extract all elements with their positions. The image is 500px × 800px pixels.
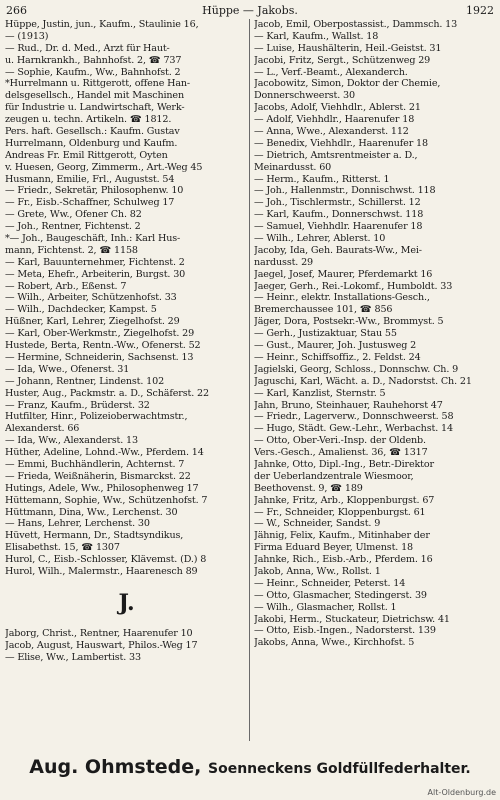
directory-entry-line: Jähnig, Felix, Kaufm., Mitinhaber der — [254, 530, 430, 542]
page-number: 266 — [6, 4, 27, 17]
watermark: Alt-Oldenburg.de — [427, 788, 496, 797]
directory-entry-line: Hüttemann, Sophie, Ww., Schützenhofst. 7 — [5, 494, 208, 506]
directory-entry-line: Jaegel, Josef, Maurer, Pferdemarkt 16 — [254, 268, 433, 280]
directory-entry-line: Jacobi, Fritz, Sergt., Schützenweg 29 — [254, 54, 431, 66]
page-header — [6, 4, 494, 18]
directory-entry-line: — Ida, Wwe., Ofenerst. 31 — [5, 363, 130, 375]
directory-entry-line: — Wilh., Dachdecker, Kampst. 5 — [5, 304, 157, 316]
directory-entry-line: — Johann, Rentner, Lindenst. 102 — [5, 375, 165, 387]
directory-entry-line: — Meta, Ehefr., Arbeiterin, Burgst. 30 — [5, 268, 186, 280]
directory-entry-line: — Wilh., Lehrer, Ablerst. 10 — [254, 233, 386, 245]
directory-entry-line: — Heinr., Schiffsoffiz., 2. Feldst. 24 — [254, 351, 421, 363]
directory-entry-line: Donnerschweerst. 30 — [254, 90, 355, 102]
directory-entry-line: — Grete, Ww., Ofener Ch. 82 — [5, 209, 142, 221]
directory-entry-line: — W., Schneider, Sandst. 9 — [254, 518, 381, 530]
directory-entry-line: — Wilh., Arbeiter, Schützenhofst. 33 — [5, 292, 177, 304]
directory-entry-line: Alexanderst. 66 — [5, 423, 80, 435]
directory-entry-line: — Ida, Ww., Alexanderst. 13 — [5, 435, 138, 447]
directory-entry-line: *— Joh., Baugeschäft, Inh.: Karl Hus- — [5, 233, 181, 245]
directory-entry-line: Bremerchaussee 101, ☎ 856 — [254, 304, 393, 316]
advertisement-text: Soenneckens Goldfüllfederhalter. — [208, 761, 471, 777]
directory-entry-line: — Karl, Kaufm., Donnerschwst. 118 — [254, 209, 424, 221]
directory-entry-line: Jakob, Anna, Ww., Rollst. 1 — [254, 565, 381, 577]
directory-entry-line: — Joh., Hallenmstr., Donnischwst. 118 — [254, 185, 436, 197]
directory-entry-line: Jakobi, Herm., Stuckateur, Dietrichsw. 41 — [254, 613, 450, 625]
directory-entry-line: Jahn, Bruno, Steinhauer, Rauhehorst 47 — [254, 399, 443, 411]
directory-entry-line: — Heinr., Schneider, Peterst. 14 — [254, 577, 406, 589]
directory-entry-line: Jäger, Dora, Postsekr.-Ww., Brommyst. 5 — [254, 316, 444, 328]
directory-entry-line: *Hurrelmann u. Rittgerott, offene Han- — [5, 78, 191, 90]
directory-entry-line: Hurrelmann, Oldenburg und Kaufm. — [5, 137, 178, 149]
advertiser-name: Aug. Ohmstede, — [29, 756, 202, 778]
directory-entry-line: — Elise, Ww., Lambertist. 33 — [5, 651, 141, 663]
directory-entry-line: Jacob, August, Hauswart, Philos.-Weg 17 — [5, 639, 198, 651]
directory-entry-line: Jaeger, Gerh., Rei.-Lokomf., Humboldt. 33 — [254, 280, 453, 292]
directory-entry-line: Elisabethst. 15, ☎ 1307 — [5, 542, 120, 554]
directory-entry-line: — Luise, Haushälterin, Heil.-Geistst. 31 — [254, 42, 442, 54]
directory-entry-line: — Fr., Eisb.-Schaffner, Schulweg 17 — [5, 197, 175, 209]
directory-entry-line: nardusst. 29 — [254, 256, 314, 268]
directory-entry-line: mann, Fichtenst. 2, ☎ 1158 — [5, 244, 138, 256]
directory-entry-line: Jacob, Emil, Oberpostassist., Dammsch. 13 — [254, 19, 458, 30]
directory-entry-line: Jacobs, Adolf, Viehhdlr., Ablerst. 21 — [254, 102, 421, 114]
directory-entry-line: — Anna, Wwe., Alexanderst. 112 — [254, 126, 409, 138]
directory-entry-line: Hüther, Adeline, Lohnd.-Ww., Pferdem. 14 — [5, 447, 204, 459]
directory-entry-line: — Heinr., elektr. Installations-Gesch., — [254, 292, 430, 304]
directory-entry-line: — Joh., Tischlermstr., Schillerst. 12 — [254, 197, 421, 209]
directory-entry-line: — Hugo, Städt. Gew.-Lehr., Werbachst. 14 — [254, 423, 453, 435]
directory-entry-line: Beethovenst. 9, ☎ 189 — [254, 482, 363, 494]
directory-entry-line: — Frieda, Weißnäherin, Bismarckst. 22 — [5, 470, 191, 482]
directory-entry-line: — (1913) — [5, 30, 49, 42]
directory-entry-line: — Gust., Maurer, Joh. Justusweg 2 — [254, 340, 417, 352]
directory-entry-line: — Sophie, Kaufm., Ww., Bahnhofst. 2 — [5, 66, 181, 78]
directory-entry-line: — Herm., Kaufm., Ritterst. 1 — [254, 173, 390, 185]
directory-entry-line: — Samuel, Viehhdlr. Haarenufer 18 — [254, 221, 423, 233]
directory-entry-line: — Karl, Kaufm., Wallst. 18 — [254, 30, 379, 42]
directory-entry-line: — Benedix, Viehhdlr., Haarenufer 18 — [254, 137, 428, 149]
directory-entry-line: für Industrie u. Landwirtschaft, Werk- — [5, 102, 185, 114]
directory-entry-line: Hurol, Wilh., Malermstr., Haarenesch 89 — [5, 565, 198, 577]
directory-entry-line: Hüttmann, Dina, Ww., Lerchenst. 30 — [5, 506, 178, 518]
column-divider — [249, 19, 250, 741]
directory-entry-line: — Adolf, Viehhdlr., Haarenufer 18 — [254, 114, 415, 126]
directory-entry-line: — Emmi, Buchhändlerin, Achternst. 7 — [5, 458, 185, 470]
directory-entry-line: — Friedr., Lagerverw., Donnschweerst. 58 — [254, 411, 454, 423]
directory-entry-line: Hutfilter, Hinr., Polizeioberwachtmstr., — [5, 411, 188, 423]
directory-entry-line: Jahnke, Fritz, Arb., Kloppenburgst. 67 — [254, 494, 435, 506]
directory-entry-line: — Dietrich, Amtsrentmeister a. D., — [254, 149, 418, 161]
directory-entry-line: — Otto, Glasmacher, Stedingerst. 39 — [254, 589, 427, 601]
directory-entry-line: — Joh., Rentner, Fichtenst. 2 — [5, 221, 141, 233]
directory-entry-line: Hüßner, Karl, Lehrer, Ziegelhofst. 29 — [5, 316, 180, 328]
directory-entry-line: Pers. haft. Gesellsch.: Kaufm. Gustav — [5, 126, 180, 138]
directory-entry-line: — Robert, Arb., Eßenst. 7 — [5, 280, 127, 292]
directory-entry-line: Jahnke, Otto, Dipl.-Ing., Betr.-Direktor — [254, 458, 434, 470]
directory-entry-line: Andreas Fr. Emil Rittgerott, Oyten — [5, 149, 168, 161]
directory-entry-line: — Otto, Ober-Veri.-Insp. der Oldenb. — [254, 435, 426, 447]
directory-entry-line: — Karl, Bauunternehmer, Fichtenst. 2 — [5, 256, 185, 268]
directory-entry-line: Hüppe, Justin, jun., Kaufm., Staulinie 16, — [5, 19, 199, 30]
directory-entry-line: delsgesellsch., Handel mit Maschinen — [5, 90, 184, 102]
directory-entry-line: Jaborg, Christ., Rentner, Haarenufer 10 — [5, 627, 193, 639]
directory-entry-line: — Otto, Eisb.-Ingen., Nadorsterst. 139 — [254, 625, 436, 637]
page-title: Hüppe — Jakobs. — [202, 4, 298, 17]
directory-entry-line: Hüvett, Hermann, Dr., Stadtsyndikus, — [5, 530, 184, 542]
directory-entry-line: — Hermine, Schneiderin, Sachsenst. 13 — [5, 351, 194, 363]
directory-year: 1922 — [466, 4, 494, 17]
directory-entry-line: — Franz, Kaufm., Brüderst. 32 — [5, 399, 150, 411]
directory-entry-line: — Friedr., Sekretär, Philosophenw. 10 — [5, 185, 184, 197]
directory-entry-line: Jaguschi, Karl, Wächt. a. D., Nadorstst. Ch. 21 — [254, 375, 472, 387]
directory-entry-line: Jacobowitz, Simon, Doktor der Chemie, — [254, 78, 441, 90]
directory-entry-line: Huster, Aug., Packmstr. a. D., Schäferst. 22 — [5, 387, 209, 399]
directory-entry-line: Hustede, Berta, Rentn.-Ww., Ofenerst. 52 — [5, 340, 201, 352]
directory-entry-line: — Hans, Lehrer, Lerchenst. 30 — [5, 518, 150, 530]
directory-entry-line: v. Huesen, Georg, Zimmerm., Art.-Weg 45 — [5, 161, 203, 173]
directory-entry-line: Hutings, Adele, Ww., Philosophenweg 17 — [5, 482, 199, 494]
directory-entry-line: Jacoby, Ida, Geh. Baurats-Ww., Mei- — [254, 244, 422, 256]
directory-entry-line: — Karl, Kanzlist, Sternstr. 5 — [254, 387, 386, 399]
directory-entry-line: Husmann, Emilie, Frl., Augustst. 54 — [5, 173, 175, 185]
directory-entry-line: der Ueberlandzentrale Wiesmoor, — [254, 470, 414, 482]
directory-entry-line: Jahnke, Rich., Eisb.-Arb., Pferdem. 16 — [254, 554, 433, 566]
directory-entry-line: — Rud., Dr. d. Med., Arzt für Haut- — [5, 42, 170, 54]
directory-entry-line: — Fr., Schneider, Kloppenburgst. 61 — [254, 506, 426, 518]
directory-entry-line: — Wilh., Glasmacher, Rollst. 1 — [254, 601, 397, 613]
directory-entry-line: — Gerh., Justizaktuar, Stau 55 — [254, 328, 397, 340]
directory-entry-line: u. Harnkrankh., Bahnhofst. 2, ☎ 737 — [5, 54, 182, 66]
directory-entry-line: Meinardusst. 60 — [254, 161, 332, 173]
advertisement — [0, 752, 500, 782]
directory-entry-line: Jakobs, Anna, Wwe., Kirchhofst. 5 — [254, 637, 415, 649]
directory-entry-line: Jagielski, Georg, Schloss., Donnschw. Ch. 9 — [254, 363, 459, 375]
left-column — [5, 19, 248, 664]
right-column — [254, 19, 497, 649]
directory-entry-line: Vers.-Gesch., Amalienst. 36, ☎ 1317 — [254, 447, 428, 459]
directory-entry-line: Hurol, C., Eisb.-Schlosser, Klävemst. (D.) 8 — [5, 554, 207, 566]
directory-entry-line: Firma Eduard Beyer, Ulmenst. 18 — [254, 542, 413, 554]
directory-entry-line: — L., Verf.-Beamt., Alexanderch. — [254, 66, 408, 78]
section-letter: J. — [118, 589, 135, 616]
directory-entry-line: — Karl, Ober-Werkmstr., Ziegelhofst. 29 — [5, 328, 195, 340]
directory-entry-line: zeugen u. techn. Artikeln. ☎ 1812. — [5, 114, 172, 126]
